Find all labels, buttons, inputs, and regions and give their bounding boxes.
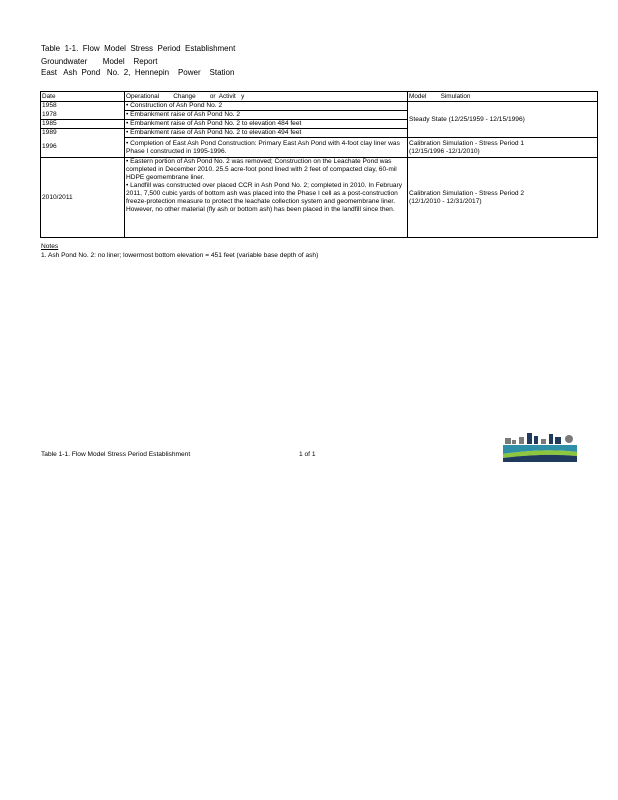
note-item: 1. Ash Pond No. 2: no liner; lowermost bottom elevation = 451 feet (variable base depth of ash) [41,252,319,259]
company-logo-icon [503,428,577,462]
activity-cell: • Construction of Ash Pond No. 2 [125,102,408,111]
simulation-dates: (12/1/2010 - 12/31/2017) [409,197,482,205]
simulation-name: Calibration Simulation - Stress Period 1 [409,139,525,147]
simulation-name: Calibration Simulation - Stress Period 2 [409,189,525,197]
header-simulation: Model Simulation [408,92,598,102]
table-header-row [41,92,598,102]
footer-title: Table 1-1. Flow Model Stress Period Establishment [41,451,191,458]
simulation-cell-stress-period-2 [408,158,598,238]
simulation-cell-stress-period-1 [408,138,598,158]
simulation-cell-steady-state: Steady State (12/25/1959 - 12/15/1996) [408,102,598,138]
date-cell: 1978 [41,111,125,120]
site-name: East Ash Pond No. 2, Hennepin Power Station [41,68,235,77]
activity-cell: • Completion of East Ash Pond Construction: Primary East Ash Pond with 4-foot clay liner was Phase I constructed in 1995-1996. [125,138,408,158]
table-row [41,158,598,238]
activity-text: • Eastern portion of Ash Pond No. 2 was removed; Construction on the Leachate Pond was completed in December 2010. 25.5 acre-foot pond lined with 2 feet of compacted clay, 60-mil HDPE geomembrane liner. [126,158,397,181]
table-row [41,102,598,111]
table-title: Table 1-1. Flow Model Stress Period Establishment [41,44,236,53]
page-number: 1 of 1 [299,451,316,458]
stress-period-table [40,91,598,238]
date-cell: 1985 [41,120,125,129]
activity-cell: • Embankment raise of Ash Pond No. 2 to elevation 484 feet [125,120,408,129]
date-cell: 1996 [41,138,125,158]
table-row [41,138,598,158]
date-cell: 1958 [41,102,125,111]
date-cell: 2010/2011 [41,158,125,238]
simulation-dates: (12/15/1996 -12/1/2010) [409,147,480,155]
header-date: Date [41,92,125,102]
activity-cell: • Embankment raise of Ash Pond No. 2 [125,111,408,120]
date-cell: 1989 [41,129,125,138]
activity-text: • Landfill was constructed over placed CCR in Ash Pond No. 2; completed in 2010. In February 2011, 7,500 cubic yards of bottom ash was placed into the Phase I cell as a post-construction freeze-protection measure to protect the leachate collection system and geomembrane liner. However, no other material (fly ash or bottom ash) has been placed in the landfill since then. [126,182,403,213]
activity-cell: • Embankment raise of Ash Pond No. 2 to elevation 494 feet [125,129,408,138]
notes-heading: Notes [41,243,59,250]
report-name: Groundwater Model Report [41,57,158,66]
header-operational: Operational Change or Activit y [125,92,408,102]
